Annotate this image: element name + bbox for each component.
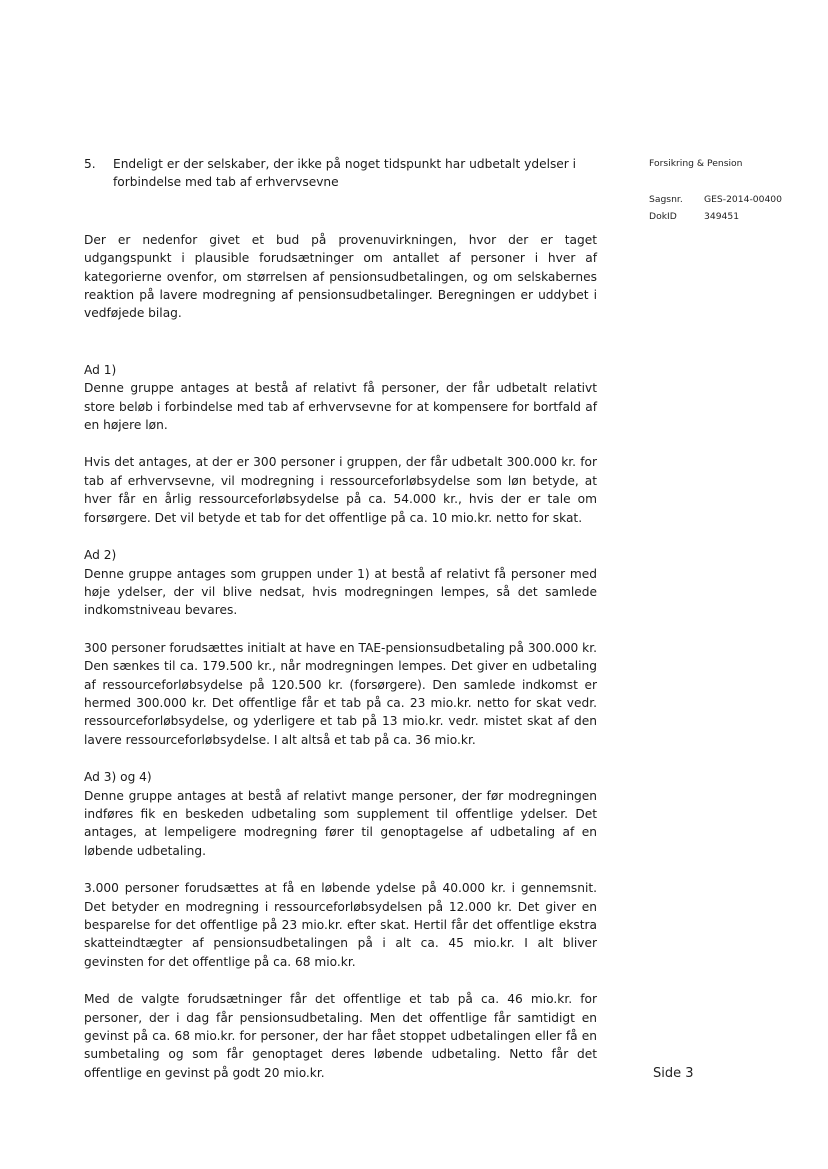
item-text: Endeligt er der selskaber, der ikke på noget tidspunkt har udbetalt ydelser i forbindelse med tab af erhvervsevne xyxy=(113,157,577,190)
intro-paragraph: Der er nedenfor givet et bud på provenuvirkningen, hvor der er taget udgangspunkt i plausible forudsætninger om antallet af personer i hver af kategorierne ovenfor, om størrelsen af pensionsudbetalingen, og om selskabernes reaktion på lavere modregning af pensionsudbetalinger. Beregningen er uddybet i vedføjede bilag. xyxy=(84,232,597,321)
doc-id-row xyxy=(649,210,819,223)
ad2-heading: Ad 2) xyxy=(84,548,117,563)
ad34-calculation-paragraph: 3.000 personer forudsættes at få en løbende ydelse på 40.000 kr. i gennemsnit. Det betyder en modregning i ressourceforløbsydelsen på 12.000 kr. Det giver en besparelse for det offentlige på 23 mio.kr. efter skat. Hertil får det offentlige ekstra skatteindtægter af pensionsudbetalingen på i alt ca. 45 mio.kr. I alt bliver gevinsten for det offentlige på ca. 68 mio.kr. xyxy=(84,881,597,969)
conclusion-paragraph: Med de valgte forudsætninger får det offentlige et tab på ca. 46 mio.kr. for personer, der i dag får pensionsudbetaling. Men det offentlige får samtidigt en gevinst på ca. 68 mio.kr. for personer, der har fået stoppet udbetalingen eller få en sumbetaling og som får genoptaget deres løbende udbetaling. Netto får det offentlige en gevinst på godt 20 mio.kr. xyxy=(84,992,597,1080)
main-text xyxy=(84,155,597,1082)
case-number-row xyxy=(649,193,819,206)
case-number-value: GES-2014-00400 xyxy=(704,194,782,205)
ad2-paragraph: Denne gruppe antages som gruppen under 1) at bestå af relativt få personer med høje ydelser, der vil blive nedsat, hvis modregningen lempes, så det samlede indkomstniveau bevares. xyxy=(84,566,597,618)
page-number: Side 3 xyxy=(653,1066,694,1081)
ad34-heading: Ad 3) og 4) xyxy=(84,770,152,785)
ad1-paragraph: Denne gruppe antages at bestå af relativt få personer, der får udbetalt relativt store beløb i forbindelse med tab af erhvervsevne for at kompensere for bortfald af en højere løn. xyxy=(84,381,597,433)
organization-name: Forsikring & Pension xyxy=(649,158,743,169)
doc-id-value: 349451 xyxy=(704,211,740,222)
case-number-label: Sagsnr. xyxy=(649,194,683,205)
numbered-item-5 xyxy=(84,155,597,192)
doc-id-label: DokID xyxy=(649,211,677,222)
document-sidebar xyxy=(649,157,819,227)
ad2-calculation-paragraph: 300 personer forudsættes initialt at have en TAE-pensionsudbetaling på 300.000 kr. Den sænkes til ca. 179.500 kr., når modregningen lempes. Det giver en udbetaling af ressourceforløbsydelse på 120.500 kr. (forsørgere). Den samlede indkomst er hermed 300.000 kr. Det offentlige får et tab på ca. 23 mio.kr. netto for skat vedr. ressourceforløbsydelse, og yderligere et tab på 13 mio.kr. vedr. mistet skat af den lavere ressourceforløbsydelse. I alt altså et tab på ca. 36 mio.kr. xyxy=(84,640,597,747)
item-number: 5. xyxy=(84,157,96,171)
ad1-heading: Ad 1) xyxy=(84,362,117,377)
ad34-paragraph: Denne gruppe antages at bestå af relativt mange personer, der før modregningen indføres fik en beskeden udbetaling som supplement til offentlige ydelser. Det antages, at lempeligere modregning fører til genoptagelse af udbetaling af en løbende udbetaling. xyxy=(84,788,597,858)
ad1-calculation-paragraph: Hvis det antages, at der er 300 personer i gruppen, der får udbetalt 300.000 kr. for tab af erhvervsevne, vil modregning i ressourceforløbsydelse som løn betyde, at hver får en årlig ressourceforløbsydelse på ca. 54.000 kr., hvis der er tale om forsørgere. Det vil betyde et tab for det offentlige på ca. 10 mio.kr. netto for skat. xyxy=(84,455,597,525)
